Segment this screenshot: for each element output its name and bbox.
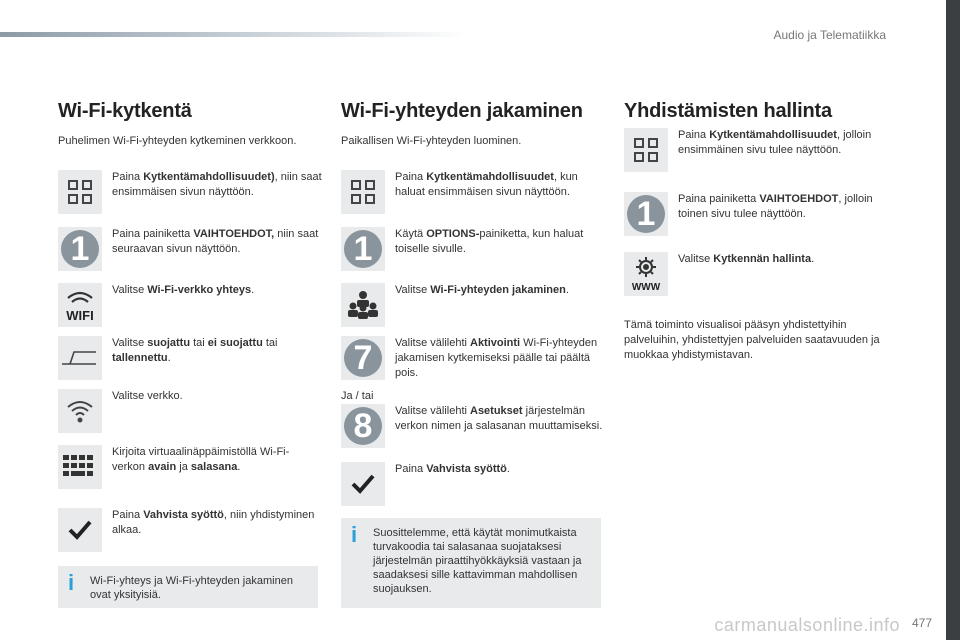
step-text-part: Paina painiketta [112, 228, 194, 240]
note-text: Tämä toiminto visualisoi pääsyn yhdistettyihin palveluihin, yhdistettyjen palveluiden saatavuuden ja muokkaa yhdistymistavan. [624, 319, 880, 361]
step-text-part: , jolloin ensimmäinen sivu tulee näyttöön. [678, 129, 872, 156]
step-keyword: Kytkennän hallinta [713, 253, 812, 265]
step-text [112, 508, 322, 538]
step-text-part: tai [190, 337, 208, 349]
info-icon: i [351, 522, 358, 547]
step-text-part: painiketta, kun haluat toiselle sivulle. [395, 228, 584, 255]
info-text: Suosittelemme, että käytät monimutkaista turvakoodia tai salasanaa suojataksesi järjestelmän piraattihyökkäyksiä vastaan ja saadaksesi sille kattavimman mahdollisen suojauksen. [373, 527, 582, 595]
step-text-part: Valitse verkko. [112, 390, 183, 402]
step-number: 1 [627, 195, 665, 233]
step-text-part: järjestelmän verkon nimen ja salasanan muuttamiseksi. [395, 405, 603, 432]
step-text-part: Wi-Fi-yhteyden jakamisen kytkemiseksi päälle tai päältä pois. [395, 337, 598, 379]
column-wifi-sharing [341, 100, 619, 165]
step-text-part: Valitse [678, 253, 714, 265]
step-keyword: OPTIONS- [426, 228, 480, 240]
step-text [395, 170, 605, 200]
step-number: 1 [344, 230, 382, 268]
step-text-part: Paina painiketta [678, 193, 760, 205]
step-text-part: . [251, 284, 255, 296]
step-text-part: . [565, 284, 569, 296]
apps-grid-icon [58, 170, 102, 214]
step-number-badge [624, 192, 668, 236]
header-rule [0, 32, 470, 37]
step-text-part: . [237, 461, 241, 473]
column-title: Yhdistämisten hallinta [624, 100, 832, 122]
step-text [112, 227, 322, 257]
section-title: Audio ja Telematiikka [773, 28, 886, 42]
step-text [395, 227, 605, 257]
info-icon: i [68, 570, 75, 595]
step-text-part: Valitse välilehti [395, 337, 470, 349]
step-text [395, 283, 605, 298]
watermark: carmanualsonline.info [714, 615, 900, 635]
step-text-part: Kirjoita virtuaalinäppäimistöllä Wi-Fi-verkon [112, 446, 290, 473]
step-text-part: Paina [395, 463, 427, 475]
step-keyword: Kytkentämahdollisuudet) [143, 171, 275, 183]
step-text [678, 192, 888, 222]
step-keyword: Asetukset [470, 405, 523, 417]
people-icon [341, 283, 385, 327]
step-text-part: Paina [678, 129, 710, 141]
step-text-part: . [811, 253, 815, 265]
step-number: 7 [344, 339, 382, 377]
info-text: Wi-Fi-yhteys ja Wi-Fi-yhteyden jakaminen ovat yksityisiä. [90, 575, 293, 601]
step-text-part: Valitse välilehti [395, 405, 470, 417]
step-text [112, 283, 322, 298]
step-text-part: , kun haluat ensimmäisen sivun näyttöön. [395, 171, 578, 198]
step-text [112, 170, 322, 200]
step-number-badge [341, 336, 385, 380]
step-text-part: Valitse [112, 284, 148, 296]
step-keyword: Kytkentämahdollisuudet [709, 129, 837, 141]
info-box [341, 518, 601, 608]
step-keyword: Vahvista syöttö [143, 509, 224, 521]
column-subtitle: Paikallisen Wi-Fi-yhteyden luominen. [341, 135, 522, 147]
column-wifi-connection [58, 100, 336, 165]
step-keyword: VAIHTOEHDOT, [193, 228, 275, 240]
check-icon [58, 508, 102, 552]
step-number-badge [341, 404, 385, 448]
step-keyword: Wi-Fi-yhteyden jakaminen [430, 284, 566, 296]
step-keyword: salasana [190, 461, 238, 473]
page-edge-strip [946, 0, 960, 640]
step-keyword: tallennettu [112, 352, 168, 364]
step-text [395, 462, 605, 477]
step-keyword: ei suojattu [207, 337, 263, 349]
or-label: Ja / tai [341, 390, 374, 402]
step-keyword: avain [148, 461, 177, 473]
page-number: 477 [911, 616, 932, 630]
step-text-part: tai [262, 337, 278, 349]
step-keyword: Vahvista syöttö [426, 463, 507, 475]
keyboard-icon [58, 445, 102, 489]
step-text-part: Paina [395, 171, 427, 183]
step-text-part: Valitse [395, 284, 431, 296]
svg-text:WWW: WWW [631, 282, 661, 293]
step-number: 8 [344, 407, 382, 445]
step-text [678, 128, 888, 158]
step-number-badge [341, 227, 385, 271]
check-icon [341, 462, 385, 506]
column-subtitle: Puhelimen Wi-Fi-yhteyden kytkeminen verkkoon. [58, 135, 297, 147]
step-text-part: Paina [112, 171, 144, 183]
step-text-part: , jolloin toinen sivu tulee näyttöön. [678, 193, 873, 220]
step-keyword: Aktivointi [470, 337, 521, 349]
column-title: Wi-Fi-yhteyden jakaminen [341, 100, 583, 122]
step-text-part: Käytä [395, 228, 427, 240]
column-title: Wi-Fi-kytkentä [58, 100, 192, 122]
step-keyword: VAIHTOEHDOT [759, 193, 839, 205]
step-text [112, 336, 322, 366]
step-number-badge [58, 227, 102, 271]
step-text-part: , niin yhdistyminen alkaa. [112, 509, 315, 536]
step-text-part: ja [176, 461, 191, 473]
apps-grid-icon [624, 128, 668, 172]
step-text-part: , niin saat ensimmäisen sivun näyttöön. [112, 171, 322, 198]
apps-grid-icon [341, 170, 385, 214]
info-box [58, 566, 318, 608]
step-keyword: Kytkentämahdollisuudet [426, 171, 554, 183]
step-text-part: Paina [112, 509, 144, 521]
gear-www-icon [624, 252, 668, 296]
wifi-icon [58, 389, 102, 433]
step-keyword: Wi-Fi-verkko yhteys [147, 284, 252, 296]
step-text [395, 404, 605, 434]
wifi-text-icon [58, 283, 102, 327]
step-keyword: suojattu [147, 337, 191, 349]
step-number: 1 [61, 230, 99, 268]
step-text-part: Valitse [112, 337, 148, 349]
step-text [678, 252, 888, 267]
step-text [395, 336, 605, 381]
step-text [112, 389, 322, 404]
step-text-part: . [506, 463, 510, 475]
step-text [112, 445, 322, 475]
step-text-part: . [167, 352, 171, 364]
svg-text:WIFI: WIFI [66, 308, 94, 322]
tabs-icon [58, 336, 102, 380]
step-text-part: niin saat seuraavan sivun näyttöön. [112, 228, 319, 255]
